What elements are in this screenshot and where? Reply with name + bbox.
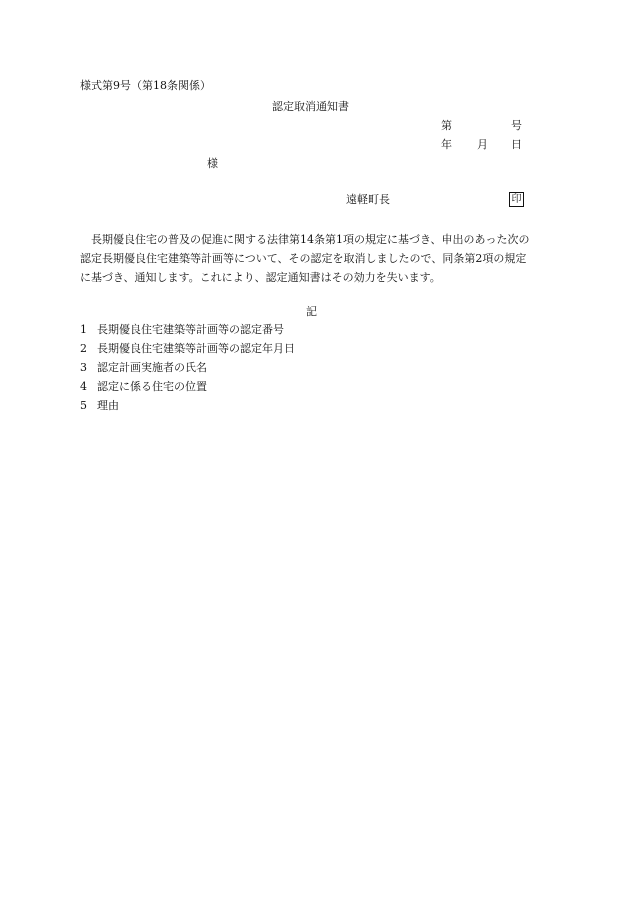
item-list [80, 323, 295, 418]
number-suffix: 号 [511, 119, 522, 132]
seal-mark: 印 [509, 192, 524, 207]
item-number: 3 [80, 361, 87, 374]
form-label: 様式第9号（第18条関係） [80, 79, 211, 92]
item-number: 1 [80, 323, 87, 336]
list-item [80, 380, 295, 399]
item-number: 4 [80, 380, 87, 393]
item-text: 認定に係る住宅の位置 [97, 380, 207, 393]
item-text: 長期優良住宅建築等計画等の認定番号 [97, 323, 284, 336]
list-item [80, 399, 295, 418]
date-month-label: 月 [477, 138, 488, 151]
addressee-honorific: 様 [207, 157, 218, 170]
list-item [80, 342, 295, 361]
date-day-label: 日 [511, 138, 522, 151]
number-prefix: 第 [441, 119, 452, 132]
date-year-label: 年 [441, 138, 452, 151]
ki-heading: 記 [306, 305, 317, 318]
body-line: 長期優良住宅の普及の促進に関する法律第14条第1項の規定に基づき、申出のあった次の [80, 233, 530, 246]
item-number: 2 [80, 342, 87, 355]
issuer-name: 遠軽町長 [346, 193, 390, 206]
item-text: 長期優良住宅建築等計画等の認定年月日 [97, 342, 295, 355]
list-item [80, 323, 295, 342]
item-number: 5 [80, 399, 87, 412]
list-item [80, 361, 295, 380]
body-line: 認定長期優良住宅建築等計画等について、その認定を取消しましたので、同条第2項の規定 [80, 252, 527, 265]
body-line: に基づき、通知します。これにより、認定通知書はその効力を失います。 [80, 271, 441, 284]
body-paragraph [80, 230, 550, 287]
item-text: 理由 [97, 399, 119, 412]
item-text: 認定計画実施者の氏名 [97, 361, 207, 374]
document-title: 認定取消通知書 [272, 100, 349, 113]
